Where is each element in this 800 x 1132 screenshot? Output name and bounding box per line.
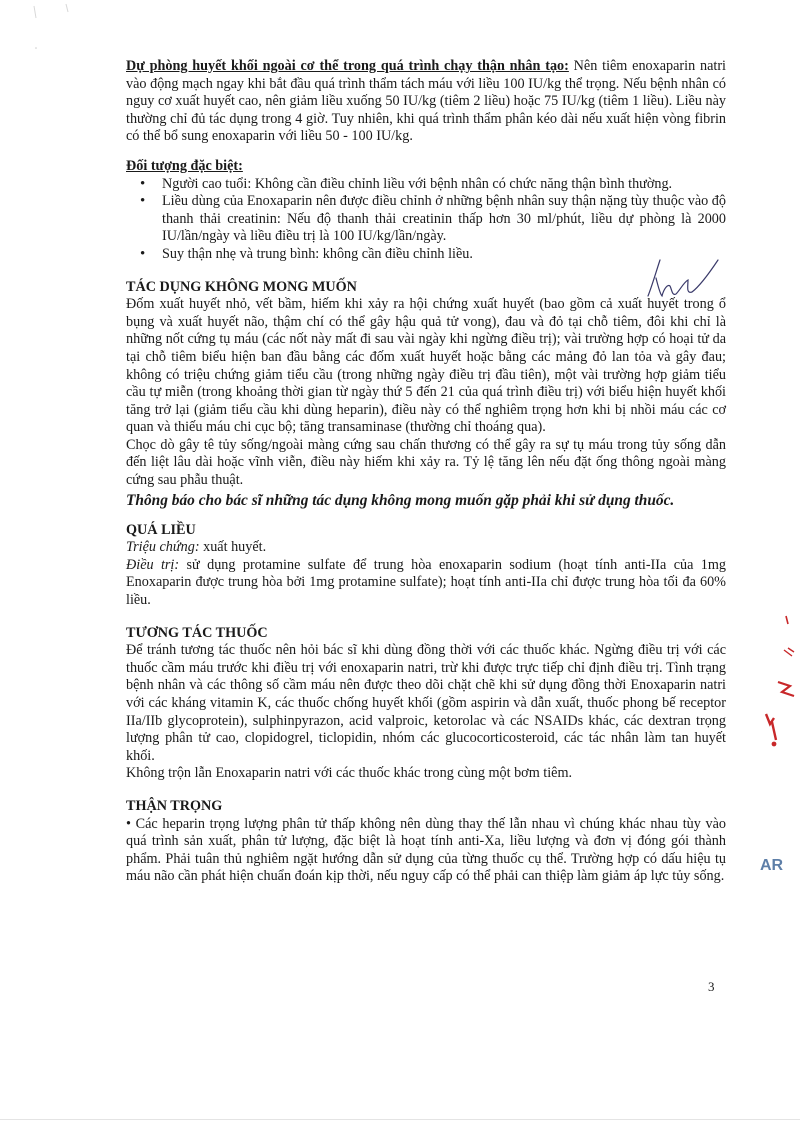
- page-number: 3: [708, 979, 715, 994]
- interactions-heading: TƯƠNG TÁC THUỐC: [126, 624, 268, 641]
- stamp-edge-marks: [760, 612, 800, 752]
- dialysis-paragraph: [126, 58, 726, 146]
- treatment-text: sử dụng protamine sulfate để trung hòa enoxaparin sodium (hoạt tính anti-IIa của 1mg Enoxaparin được trung hòa bởi 1mg protamine sulfate); hoạt tính anti-IIa chỉ được trung hòa tối đa 60% liều.: [126, 556, 726, 609]
- side-stamp-text: AR: [760, 857, 784, 874]
- overdose-treatment: [126, 557, 726, 610]
- symptom-text: xuất huyết.: [199, 539, 267, 556]
- overdose-symptom: [126, 539, 726, 557]
- document-body: [126, 58, 726, 886]
- symptom-label: Triệu chứng:: [126, 539, 200, 556]
- special-title: Đối tượng đặc biệt:: [126, 157, 243, 174]
- treatment-label: Điều trị:: [126, 556, 180, 573]
- interactions-paragraph-2: Không trộn lẫn Enoxaparin natri với các thuốc khác trong cùng một bơm tiêm.: [126, 765, 573, 782]
- list-item: • Liều dùng của Enoxaparin nên được điều chỉnh ở những bệnh nhân suy thận nặng tùy thuộc vào độ thanh thải creatinin: Nếu độ thanh thải creatinin thấp hơn 30 ml/phút, liều dự phòng là 2000 IU/lần/ngày và liều điều trị là 100 IU/kg/lần/ngày.: [162, 193, 726, 246]
- special-list: [126, 176, 726, 264]
- list-item: • Người cao tuổi: Không cần điều chỉnh liều với bệnh nhân có chức năng thận bình thường.: [162, 176, 726, 194]
- handwritten-signature: [642, 256, 722, 306]
- adverse-paragraph-1: Đốm xuất huyết nhỏ, vết bầm, hiếm khi xảy ra hội chứng xuất huyết (bao gồm cả xuất huyết trong ổ bụng và xuất huyết não, thậm chí có thể gây hậu quả tử vong), đau và đỏ tại chỗ tiêm, đôi khi chỉ là những nốt cứng tụ máu (các nốt này mất đi sau vài ngày khi ngừng điều trị); vài trường hợp có hoại tử da tại chỗ tiêm biểu hiện ban đầu bằng các đốm xuất huyết hoặc bằng các mảng đỏ lan tỏa và gây đau; không có triệu chứng giảm tiểu cầu (trong những ngày điều trị đầu tiên), một vài trường hợp giảm tiểu cầu tự miễn (trong khoảng thời gian từ ngày thứ 5 đến 21 của quá trình điều trị) với biểu hiện huyết khối tăng trở lại (giảm tiểu cầu khi dùng heparin), điều này có thể nghiêm trọng hơn khi bị nhồi máu các cơ quan và thiếu máu chi cục bộ; tăng transaminase (thường chỉ thoáng qua).: [126, 296, 726, 436]
- dialysis-title: Dự phòng huyết khối ngoài cơ thể trong quá trình chạy thận nhân tạo:: [126, 58, 569, 74]
- adverse-paragraph-2: Chọc dò gây tê tủy sống/ngoài màng cứng sau chấn thương có thể gây ra sự tụ máu trong tủy sống dẫn đến liệt lâu dài hoặc vĩnh viễn, điều này hiếm khi xảy ra. Tỷ lệ tăng lên nếu đặt ống thông ngoài màng cứng sau phẫu thuật.: [126, 436, 726, 489]
- list-item: • Suy thận nhẹ và trung bình: không cần điều chỉnh liều.: [162, 246, 726, 264]
- adverse-notice: Thông báo cho bác sĩ những tác dụng không mong muốn gặp phải khi sử dụng thuốc.: [126, 491, 675, 509]
- precautions-heading: THẬN TRỌNG: [126, 797, 223, 814]
- dialysis-text: Nên tiêm enoxaparin natri vào động mạch ngay khi bắt đầu quá trình thẩm tách máu với liều 100 IU/kg thể trọng. Nếu bệnh nhân có nguy cơ xuất huyết cao, nên giảm liều xuống 50 IU/kg (tiêm 2 liều) hoặc 75 IU/kg (tiêm 1 liều). Liều này thường chỉ đủ tác dụng trong 4 giờ. Tuy nhiên, khi quá trình thẩm phân kéo dài nếu xuất hiện vòng fibrin có thể bổ sung enoxaparin với liều 50 - 100 IU/kg.: [126, 58, 726, 145]
- interactions-paragraph-1: Để tránh tương tác thuốc nên hỏi bác sĩ khi dùng đồng thời với các thuốc khác. Ngừng điều trị với các thuốc cầm máu trước khi điều trị với enoxaparin natri, trừ khi được trực tiếp chỉ định điều trị. Tình trạng bệnh nhân và các thông số cầm máu nên được theo dõi chặt chẽ khi sử dụng đồng thời Enoxaparin natri với các kháng vitamin K, các thuốc chống huyết khối (gồm aspirin và dẫn xuất, thuốc phong bế receptor IIa/IIb glycoprotein), sulphinpyrazon, acid valproic, ketorolac và các NSAIDs khác, các dextran trọng lượng phân tử cao, clopidogrel, ticlopidin, nhóm các glucocorticosteroid, các tác nhân làm tan huyết khối.: [126, 642, 726, 764]
- adverse-heading: TÁC DỤNG KHÔNG MONG MUỐN: [126, 278, 357, 295]
- corner-scratch-mark: [28, 2, 78, 50]
- footer-divider: [0, 1119, 800, 1120]
- precautions-paragraph-1: • Các heparin trọng lượng phân tử thấp không nên dùng thay thế lẫn nhau vì chúng khác nhau tùy vào quá trình sản xuất, phân tử lượng, đặc biệt là hoạt tính anti-Xa, liều lượng và đơn vị đóng gói thành phẩm. Phải tuân thủ nghiêm ngặt hướng dẫn sử dụng của từng thuốc cụ thể. Trường hợp có dấu hiệu tụ máu não cần phát hiện chuẩn đoán kịp thời, nếu nguy cấp có thể phải can thiệp làm giảm áp lực tủy sống.: [126, 815, 726, 885]
- overdose-heading: QUÁ LIỀU: [126, 521, 196, 538]
